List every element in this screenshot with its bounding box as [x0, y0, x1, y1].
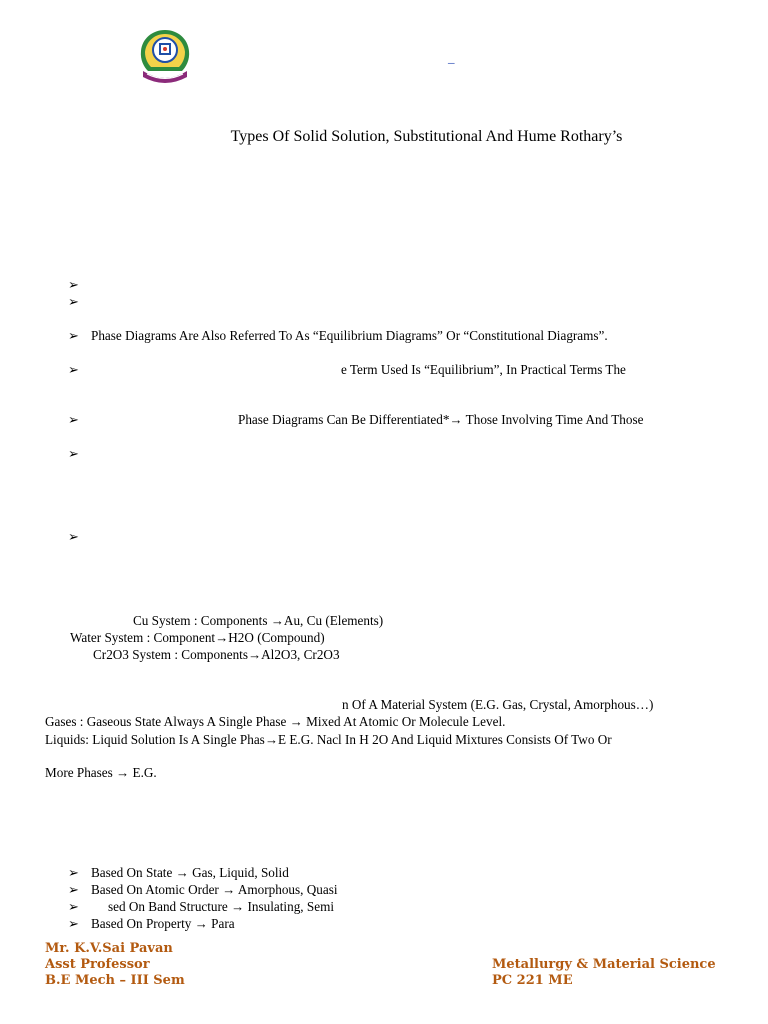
bullet-icon: ➢	[68, 899, 79, 914]
footer-author: Mr. K.V.Sai Pavan	[45, 941, 173, 956]
phase-line: Gases : Gaseous State Always A Single Phase → Mixed At Atomic Or Molecule Level.	[45, 714, 506, 729]
footer-code: PC 221 ME	[492, 973, 573, 988]
classification-item: Based On State → Gas, Liquid, Solid	[91, 865, 289, 880]
bullet-icon: ➢	[68, 865, 79, 880]
phase-note-line: Phase Diagrams Are Also Referred To As “Equilibrium Diagrams” Or “Constitutional Diagrams”.	[91, 328, 608, 343]
system-line: Water System : Component→H2O (Compound)	[70, 630, 325, 645]
footer-subject: Metallurgy & Material Science	[492, 957, 716, 972]
classification-item: Based On Property → Para	[91, 916, 235, 931]
phase-note-line: e Term Used Is “Equilibrium”, In Practical Terms The	[341, 362, 626, 377]
classification-item: sed On Band Structure → Insulating, Semi	[108, 899, 334, 914]
classification-item: Based On Atomic Order → Amorphous, Quasi	[91, 882, 338, 897]
college-logo	[134, 27, 196, 87]
bullet-icon: ➢	[68, 294, 79, 309]
bullet-icon: ➢	[68, 529, 79, 544]
bullet-icon: ➢	[68, 362, 79, 377]
bullet-icon: ➢	[68, 882, 79, 897]
phase-note-line: Phase Diagrams Can Be Differentiated*→ Those Involving Time And Those	[238, 412, 644, 427]
system-line: Cu System : Components →Au, Cu (Elements)	[133, 613, 384, 628]
bullet-icon: ➢	[68, 446, 79, 461]
college-emblem-icon	[134, 27, 196, 87]
header-link-mark[interactable]: _	[448, 50, 455, 65]
footer-designation: Asst Professor	[45, 957, 150, 972]
phase-line: Liquids: Liquid Solution Is A Single Phas→E E.G. Nacl In H 2O And Liquid Mixtures Consists Of Two Or	[45, 732, 612, 747]
bullet-icon: ➢	[68, 277, 79, 292]
footer-course: B.E Mech – III Sem	[45, 973, 185, 988]
system-line: Cr2O3 System : Components→Al2O3, Cr2O3	[93, 647, 340, 662]
bullet-icon: ➢	[68, 916, 79, 931]
phase-line: n Of A Material System (E.G. Gas, Crystal, Amorphous…)	[342, 697, 654, 712]
bullet-icon: ➢	[68, 328, 79, 343]
phase-line: More Phases → E.G.	[45, 765, 157, 780]
bullet-icon: ➢	[68, 412, 79, 427]
page-title: Types Of Solid Solution, Substitutional And Hume Rothary’s	[230, 128, 623, 145]
